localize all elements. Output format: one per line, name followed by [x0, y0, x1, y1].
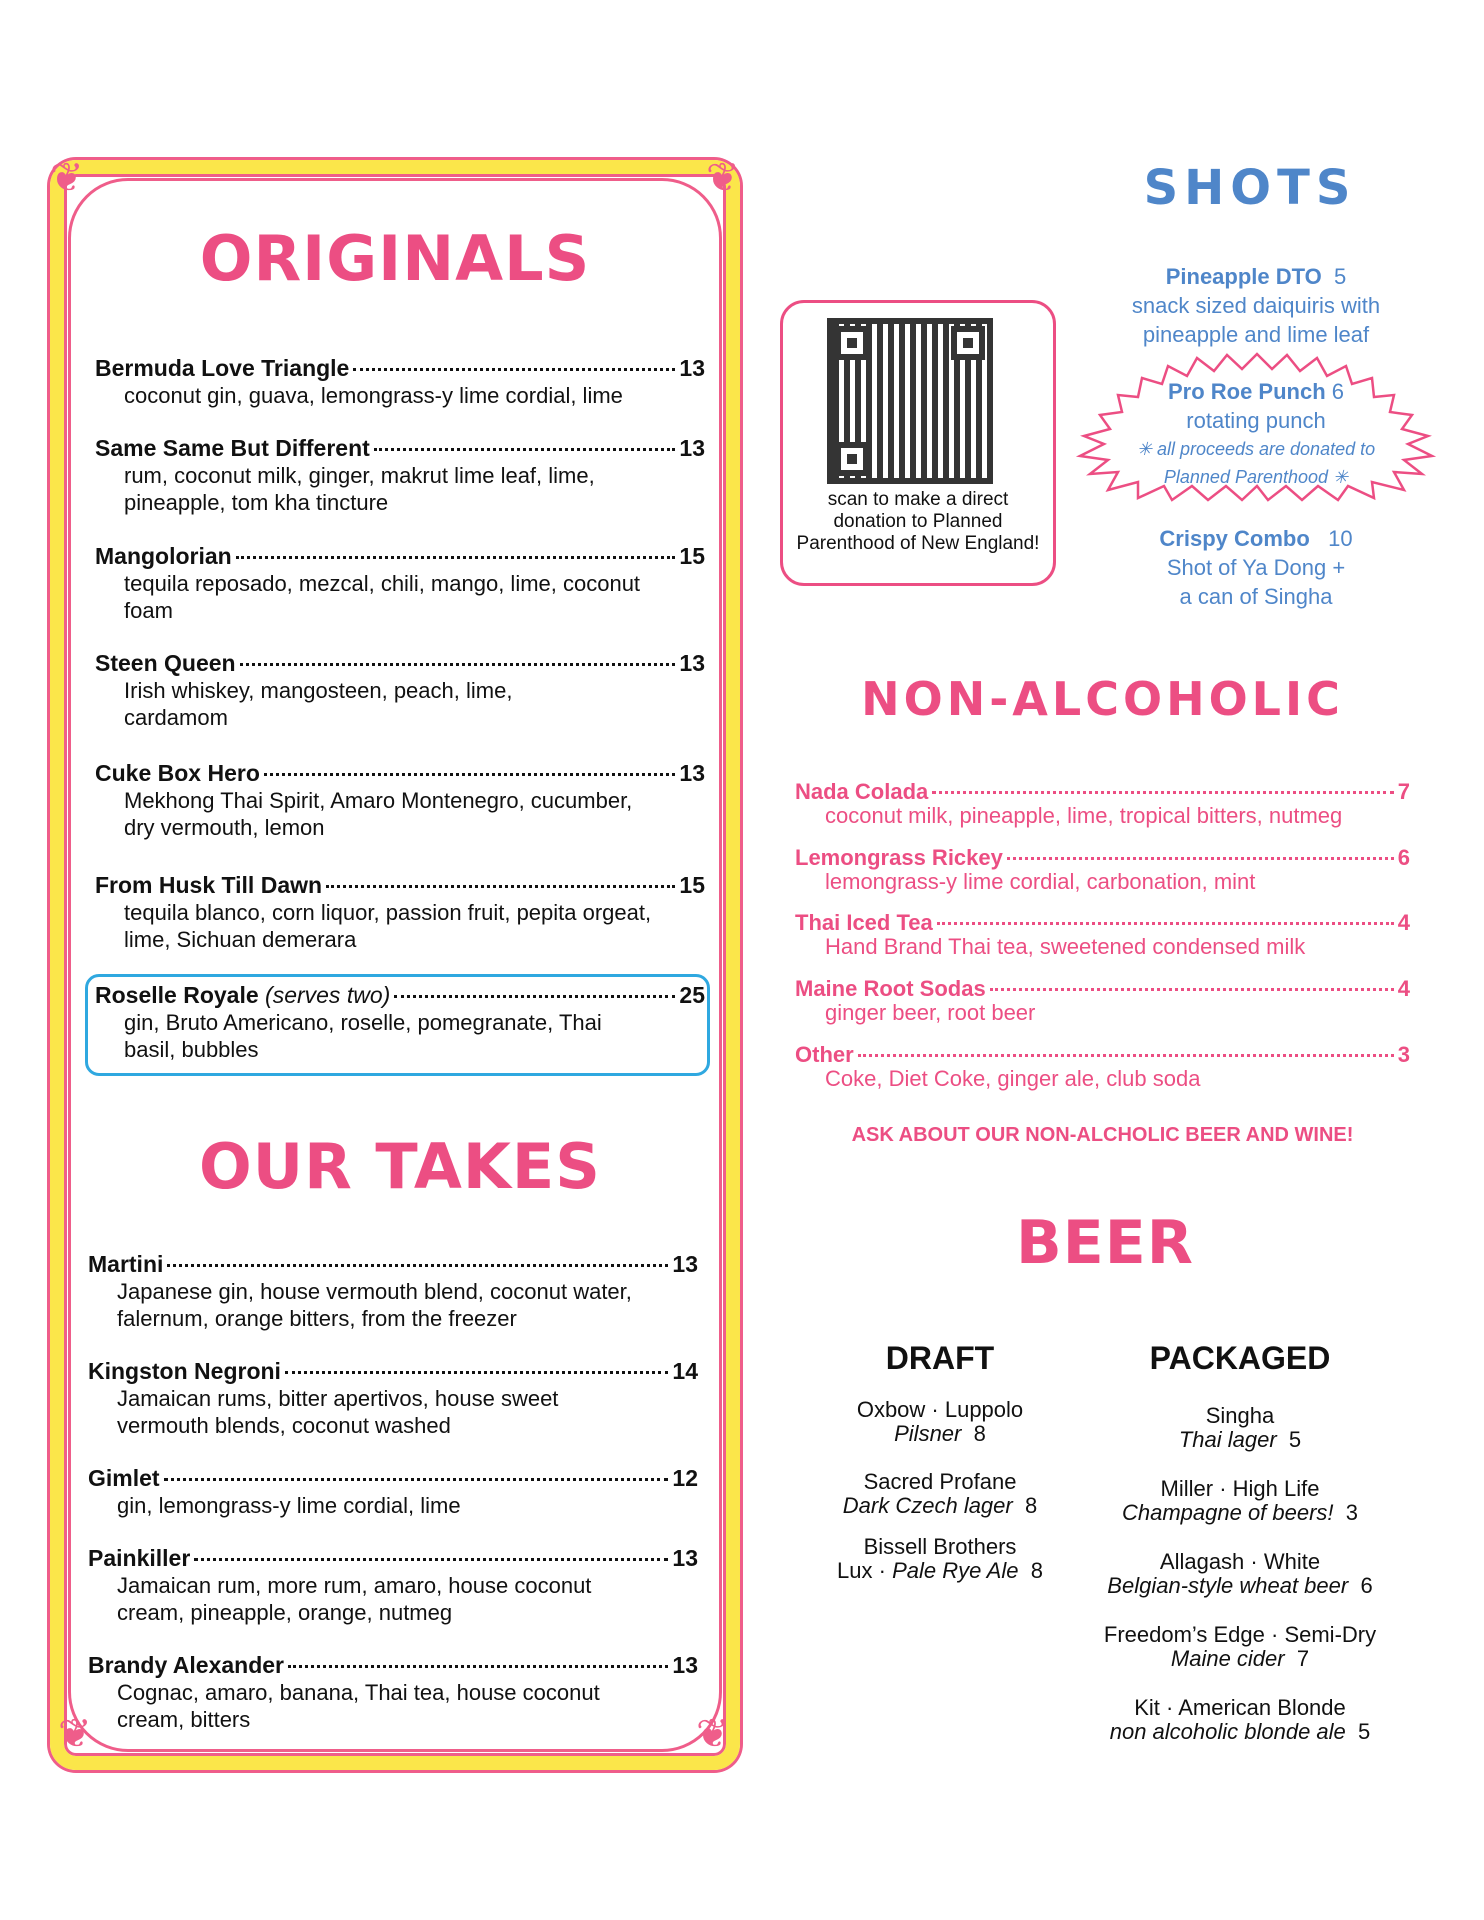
beer-item [1075, 1477, 1405, 1525]
item-description: coconut milk, pineapple, lime, tropical bitters, nutmeg [825, 803, 1343, 828]
item-price: 15 [679, 543, 705, 569]
item-name: Kingston Negroni [88, 1358, 281, 1384]
shot-item [1056, 262, 1456, 349]
item-price: 13 [679, 760, 705, 786]
shot-description: Shot of Ya Dong + [1166, 555, 1346, 580]
menu-item [88, 1358, 698, 1439]
item-name: From Husk Till Dawn [95, 872, 323, 898]
item-name: Maine Root Sodas [795, 976, 986, 1001]
item-description: gin, lemongrass-y lime cordial, lime [117, 1493, 461, 1518]
beer-style: Champagne of beers! [1121, 1500, 1334, 1525]
na-item [795, 977, 1410, 1025]
shot-item-featured [1056, 377, 1456, 491]
beer-name: Sacred Profane [863, 1469, 1017, 1494]
beer-item [800, 1470, 1080, 1518]
shot-price: 10 [1328, 526, 1353, 551]
menu-item [95, 760, 705, 841]
item-price: 4 [1397, 976, 1410, 1001]
shot-price: 6 [1331, 379, 1345, 404]
item-price: 4 [1397, 910, 1410, 935]
non-alcoholic-title: NON-ALCOHOLIC [861, 672, 1344, 726]
item-price: 15 [679, 872, 705, 898]
item-price: 13 [679, 650, 705, 676]
item-name: Martini [88, 1251, 164, 1277]
beer-name: Miller · High Life [1160, 1476, 1320, 1501]
item-description: tequila reposado, mezcal, chili, mango, lime, coconut foam [124, 571, 641, 623]
beer-name: Oxbow · Luppolo [856, 1397, 1024, 1422]
menu-item [95, 543, 705, 624]
item-note: (serves two) [265, 982, 391, 1008]
beer-title: BEER [1016, 1208, 1194, 1278]
beer-style: Pilsner [894, 1421, 962, 1446]
shot-name: Crispy Combo [1159, 526, 1310, 551]
curl-ornament-bottom-left: ❦ [58, 1711, 92, 1757]
item-name: Bermuda Love Triangle [95, 355, 350, 381]
beer-style: non alcoholic blonde ale [1109, 1719, 1346, 1744]
item-description: rum, coconut milk, ginger, makrut lime leaf, lime, pineapple, tom kha tincture [124, 463, 595, 515]
item-description: Cognac, amaro, banana, Thai tea, house coconut cream, bitters [117, 1680, 600, 1732]
item-price: 13 [679, 435, 705, 461]
item-name: Nada Colada [795, 779, 929, 804]
shots-title: SHOTS [1143, 160, 1357, 216]
shot-name: Pineapple DTO [1165, 264, 1322, 289]
originals-title: ORIGINALS [199, 222, 591, 295]
item-name: Steen Queen [95, 650, 236, 676]
item-price: 6 [1397, 845, 1410, 870]
item-name: Gimlet [88, 1465, 160, 1491]
item-price: 13 [672, 1652, 698, 1678]
menu-item-featured [95, 982, 705, 1063]
menu-item [88, 1652, 698, 1733]
shot-description: rotating punch [1186, 408, 1326, 433]
item-name: Roselle Royale (serves two) [95, 982, 391, 1008]
item-price: 3 [1397, 1042, 1410, 1067]
item-name: Brandy Alexander [88, 1652, 284, 1678]
item-description: Hand Brand Thai tea, sweetened condensed milk [825, 934, 1306, 959]
menu-item [95, 872, 705, 953]
beer-item [1075, 1696, 1405, 1744]
beer-price: 8 [973, 1421, 986, 1446]
beer-name: Freedom’s Edge · Semi-Dry [1103, 1622, 1377, 1647]
item-description: Mekhong Thai Spirit, Amaro Montenegro, cucumber, dry vermouth, lemon [124, 788, 633, 840]
curl-ornament-top-left: ❦ [50, 155, 84, 201]
curl-ornament-bottom-right: ❦ [696, 1711, 730, 1757]
beer-style: Pale Rye Ale [892, 1558, 1019, 1583]
item-description: ginger beer, root beer [825, 1000, 1036, 1025]
beer-item [1075, 1404, 1405, 1452]
beer-item [1075, 1550, 1405, 1598]
beer-price: 7 [1296, 1646, 1310, 1671]
na-item [795, 780, 1410, 828]
item-description: Japanese gin, house vermouth blend, coconut water, falernum, orange bitters, from the freezer [117, 1279, 632, 1331]
item-description: coconut gin, guava, lemongrass-y lime cordial, lime [124, 383, 623, 408]
menu-item [88, 1251, 698, 1332]
item-price: 13 [679, 355, 705, 381]
item-description: gin, Bruto Americano, roselle, pomegranate, Thai basil, bubbles [124, 1010, 602, 1062]
item-description: Jamaican rum, more rum, amaro, house coconut cream, pineapple, orange, nutmeg [117, 1573, 592, 1625]
item-name: Cuke Box Hero [95, 760, 260, 786]
beer-style: Maine cider [1170, 1646, 1285, 1671]
na-item [795, 911, 1410, 959]
shot-price: 5 [1334, 264, 1347, 289]
beer-price: 5 [1288, 1427, 1302, 1452]
item-price: 14 [672, 1358, 698, 1384]
shot-note: Planned Parenthood ✳ [1163, 467, 1349, 487]
item-price: 7 [1397, 779, 1410, 804]
beer-item [800, 1398, 1080, 1446]
item-description: Irish whiskey, mangosteen, peach, lime, cardamom [124, 678, 513, 730]
beer-prefix: Lux · [837, 1558, 893, 1583]
beer-price: 6 [1360, 1573, 1373, 1598]
menu-item [95, 435, 705, 516]
beer-price: 5 [1358, 1719, 1371, 1744]
beer-price: 3 [1345, 1500, 1359, 1525]
beer-name: Bissell Brothers [863, 1534, 1017, 1559]
shot-note: ✳ all proceeds are donated to [1136, 439, 1376, 459]
beer-name: Allagash · White [1159, 1549, 1321, 1574]
shot-name: Pro Roe Punch [1167, 379, 1326, 404]
item-description: Coke, Diet Coke, ginger ale, club soda [825, 1066, 1201, 1091]
shot-description: snack sized daiquiris with [1131, 293, 1381, 318]
item-price: 13 [672, 1545, 698, 1571]
beer-name: Kit · American Blonde [1134, 1695, 1346, 1720]
beer-name: Singha [1205, 1403, 1275, 1428]
beer-price: 8 [1024, 1493, 1038, 1518]
beer-item [800, 1535, 1080, 1583]
beer-style: Belgian-style wheat beer [1107, 1573, 1349, 1598]
menu-item [95, 650, 705, 731]
menu-item [88, 1545, 698, 1626]
item-name: Thai Iced Tea [795, 910, 933, 935]
draft-heading: DRAFT [885, 1340, 995, 1376]
qr-code-icon[interactable] [827, 318, 993, 484]
menu-item [88, 1465, 698, 1519]
item-name: Same Same But Different [95, 435, 370, 461]
item-description: lemongrass-y lime cordial, carbonation, mint [825, 869, 1256, 894]
item-name: Lemongrass Rickey [795, 845, 1003, 870]
item-price: 12 [672, 1465, 698, 1491]
our-takes-title: OUR TAKES [199, 1130, 601, 1203]
na-item [795, 1043, 1410, 1091]
item-name: Mangolorian [95, 543, 232, 569]
na-item [795, 846, 1410, 894]
beer-item [1075, 1623, 1405, 1671]
menu-item [95, 355, 705, 409]
shot-description: a can of Singha [1179, 584, 1333, 609]
item-description: tequila blanco, corn liquor, passion fruit, pepita orgeat, lime, Sichuan demerara [124, 900, 652, 952]
beer-style: Thai lager [1178, 1427, 1277, 1452]
item-price: 13 [672, 1251, 698, 1277]
item-description: Jamaican rums, bitter apertivos, house sweet vermouth blends, coconut washed [117, 1386, 559, 1438]
beer-style: Dark Czech lager [842, 1493, 1013, 1518]
item-name: Other [795, 1042, 854, 1067]
curl-ornament-top-right: ❦ [706, 155, 740, 201]
item-price: 25 [679, 982, 705, 1008]
shot-description: pineapple and lime leaf [1142, 322, 1370, 347]
beer-price: 8 [1030, 1558, 1043, 1583]
packaged-heading: PACKAGED [1149, 1340, 1331, 1376]
shot-item [1056, 524, 1456, 611]
item-name: Painkiller [88, 1545, 191, 1571]
donation-caption: scan to make a direct donation to Planned Parenthood of New England! [796, 489, 1040, 554]
na-beer-wine-note: ASK ABOUT OUR NON-ALCHOLIC BEER AND WINE! [851, 1124, 1354, 1146]
